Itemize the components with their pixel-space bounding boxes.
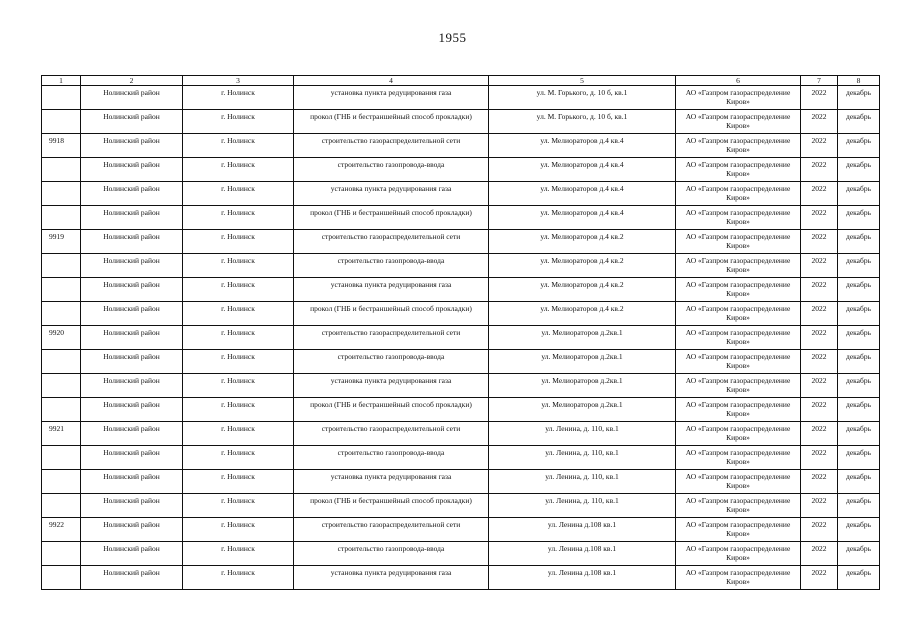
- record-number-cell: 9918: [42, 134, 81, 158]
- district-cell: Нолинский район: [81, 158, 183, 182]
- work-type-cell: прокол (ГНБ и бестраншейный способ прокладки): [294, 494, 489, 518]
- work-type-cell: строительство газопровода-ввода: [294, 158, 489, 182]
- table-body: [42, 86, 880, 590]
- month-cell: декабрь: [838, 446, 880, 470]
- year-cell: 2022: [801, 326, 838, 350]
- organization-cell: АО «Газпром газораспределение Киров»: [676, 542, 801, 566]
- address-cell: ул. Мелиораторов д.2кв.1: [489, 326, 676, 350]
- work-type-cell: установка пункта редуцирования газа: [294, 182, 489, 206]
- table-row: [42, 206, 880, 230]
- settlement-cell: г. Нолинск: [183, 350, 294, 374]
- table-row: [42, 110, 880, 134]
- work-type-cell: строительство газораспределительной сети: [294, 134, 489, 158]
- organization-cell: АО «Газпром газораспределение Киров»: [676, 278, 801, 302]
- address-cell: ул. М. Горького, д. 10 б, кв.1: [489, 86, 676, 110]
- organization-cell: АО «Газпром газораспределение Киров»: [676, 86, 801, 110]
- year-cell: 2022: [801, 278, 838, 302]
- district-cell: Нолинский район: [81, 470, 183, 494]
- year-cell: 2022: [801, 158, 838, 182]
- month-cell: декабрь: [838, 542, 880, 566]
- district-cell: Нолинский район: [81, 518, 183, 542]
- address-cell: ул. Ленина д.108 кв.1: [489, 518, 676, 542]
- record-number-cell: 9921: [42, 422, 81, 446]
- district-cell: Нолинский район: [81, 494, 183, 518]
- column-header: 6: [676, 76, 801, 86]
- address-cell: ул. Мелиораторов д.2кв.1: [489, 398, 676, 422]
- column-header: 2: [81, 76, 183, 86]
- year-cell: 2022: [801, 350, 838, 374]
- year-cell: 2022: [801, 374, 838, 398]
- settlement-cell: г. Нолинск: [183, 326, 294, 350]
- year-cell: 2022: [801, 134, 838, 158]
- record-number-cell: [42, 86, 81, 110]
- settlement-cell: г. Нолинск: [183, 158, 294, 182]
- settlement-cell: г. Нолинск: [183, 374, 294, 398]
- table-row: [42, 422, 880, 446]
- work-type-cell: установка пункта редуцирования газа: [294, 86, 489, 110]
- year-cell: 2022: [801, 542, 838, 566]
- month-cell: декабрь: [838, 134, 880, 158]
- address-cell: ул. Ленина, д. 110, кв.1: [489, 470, 676, 494]
- month-cell: декабрь: [838, 350, 880, 374]
- column-header: 8: [838, 76, 880, 86]
- district-cell: Нолинский район: [81, 110, 183, 134]
- organization-cell: АО «Газпром газораспределение Киров»: [676, 518, 801, 542]
- settlement-cell: г. Нолинск: [183, 542, 294, 566]
- year-cell: 2022: [801, 470, 838, 494]
- work-type-cell: прокол (ГНБ и бестраншейный способ прокладки): [294, 206, 489, 230]
- year-cell: 2022: [801, 566, 838, 590]
- record-number-cell: [42, 350, 81, 374]
- address-cell: ул. Мелиораторов д.4 кв.2: [489, 254, 676, 278]
- record-number-cell: [42, 110, 81, 134]
- address-cell: ул. Ленина, д. 110, кв.1: [489, 446, 676, 470]
- month-cell: декабрь: [838, 374, 880, 398]
- year-cell: 2022: [801, 110, 838, 134]
- year-cell: 2022: [801, 254, 838, 278]
- work-type-cell: строительство газопровода-ввода: [294, 350, 489, 374]
- district-cell: Нолинский район: [81, 230, 183, 254]
- district-cell: Нолинский район: [81, 182, 183, 206]
- work-type-cell: строительство газопровода-ввода: [294, 446, 489, 470]
- address-cell: ул. Мелиораторов д.4 кв.4: [489, 158, 676, 182]
- record-number-cell: [42, 566, 81, 590]
- organization-cell: АО «Газпром газораспределение Киров»: [676, 206, 801, 230]
- address-cell: ул. Мелиораторов д.4 кв.2: [489, 230, 676, 254]
- work-type-cell: строительство газопровода-ввода: [294, 254, 489, 278]
- work-type-cell: прокол (ГНБ и бестраншейный способ прокладки): [294, 302, 489, 326]
- district-cell: Нолинский район: [81, 134, 183, 158]
- month-cell: декабрь: [838, 326, 880, 350]
- year-cell: 2022: [801, 182, 838, 206]
- month-cell: декабрь: [838, 470, 880, 494]
- district-cell: Нолинский район: [81, 446, 183, 470]
- settlement-cell: г. Нолинск: [183, 230, 294, 254]
- month-cell: декабрь: [838, 254, 880, 278]
- address-cell: ул. Мелиораторов д.4 кв.4: [489, 134, 676, 158]
- month-cell: декабрь: [838, 302, 880, 326]
- column-header: 5: [489, 76, 676, 86]
- work-type-cell: строительство газораспределительной сети: [294, 422, 489, 446]
- organization-cell: АО «Газпром газораспределение Киров»: [676, 494, 801, 518]
- record-number-cell: [42, 254, 81, 278]
- record-number-cell: [42, 398, 81, 422]
- organization-cell: АО «Газпром газораспределение Киров»: [676, 134, 801, 158]
- table-row: [42, 182, 880, 206]
- settlement-cell: г. Нолинск: [183, 86, 294, 110]
- district-cell: Нолинский район: [81, 350, 183, 374]
- record-number-cell: [42, 470, 81, 494]
- work-type-cell: строительство газораспределительной сети: [294, 326, 489, 350]
- month-cell: декабрь: [838, 566, 880, 590]
- record-number-cell: [42, 206, 81, 230]
- work-type-cell: строительство газораспределительной сети: [294, 230, 489, 254]
- district-cell: Нолинский район: [81, 398, 183, 422]
- table-row: [42, 326, 880, 350]
- settlement-cell: г. Нолинск: [183, 254, 294, 278]
- record-number-cell: [42, 542, 81, 566]
- table-row: [42, 278, 880, 302]
- record-number-cell: 9922: [42, 518, 81, 542]
- settlement-cell: г. Нолинск: [183, 206, 294, 230]
- year-cell: 2022: [801, 494, 838, 518]
- record-number-cell: [42, 158, 81, 182]
- year-cell: 2022: [801, 86, 838, 110]
- settlement-cell: г. Нолинск: [183, 110, 294, 134]
- record-number-cell: 9919: [42, 230, 81, 254]
- header-row: [42, 76, 880, 86]
- settlement-cell: г. Нолинск: [183, 278, 294, 302]
- month-cell: декабрь: [838, 158, 880, 182]
- record-number-cell: 9920: [42, 326, 81, 350]
- settlement-cell: г. Нолинск: [183, 566, 294, 590]
- table-row: [42, 86, 880, 110]
- table-row: [42, 566, 880, 590]
- table-row: [42, 542, 880, 566]
- address-cell: ул. Мелиораторов д.4 кв.4: [489, 206, 676, 230]
- table-row: [42, 254, 880, 278]
- year-cell: 2022: [801, 206, 838, 230]
- month-cell: декабрь: [838, 230, 880, 254]
- settlement-cell: г. Нолинск: [183, 518, 294, 542]
- district-cell: Нолинский район: [81, 326, 183, 350]
- address-cell: ул. Мелиораторов д.4 кв.2: [489, 278, 676, 302]
- month-cell: декабрь: [838, 110, 880, 134]
- month-cell: декабрь: [838, 278, 880, 302]
- district-cell: Нолинский район: [81, 278, 183, 302]
- record-number-cell: [42, 446, 81, 470]
- column-header: 4: [294, 76, 489, 86]
- month-cell: декабрь: [838, 422, 880, 446]
- table-row: [42, 134, 880, 158]
- year-cell: 2022: [801, 446, 838, 470]
- month-cell: декабрь: [838, 206, 880, 230]
- organization-cell: АО «Газпром газораспределение Киров»: [676, 110, 801, 134]
- year-cell: 2022: [801, 302, 838, 326]
- district-cell: Нолинский район: [81, 542, 183, 566]
- work-type-cell: прокол (ГНБ и бестраншейный способ прокладки): [294, 398, 489, 422]
- table-row: [42, 398, 880, 422]
- organization-cell: АО «Газпром газораспределение Киров»: [676, 182, 801, 206]
- district-cell: Нолинский район: [81, 254, 183, 278]
- settlement-cell: г. Нолинск: [183, 302, 294, 326]
- organization-cell: АО «Газпром газораспределение Киров»: [676, 566, 801, 590]
- table-row: [42, 518, 880, 542]
- month-cell: декабрь: [838, 86, 880, 110]
- year-cell: 2022: [801, 398, 838, 422]
- organization-cell: АО «Газпром газораспределение Киров»: [676, 446, 801, 470]
- settlement-cell: г. Нолинск: [183, 494, 294, 518]
- work-type-cell: установка пункта редуцирования газа: [294, 566, 489, 590]
- organization-cell: АО «Газпром газораспределение Киров»: [676, 350, 801, 374]
- organization-cell: АО «Газпром газораспределение Киров»: [676, 230, 801, 254]
- settlement-cell: г. Нолинск: [183, 422, 294, 446]
- settlement-cell: г. Нолинск: [183, 398, 294, 422]
- column-header: 7: [801, 76, 838, 86]
- organization-cell: АО «Газпром газораспределение Киров»: [676, 422, 801, 446]
- address-cell: ул. Мелиораторов д.4 кв.4: [489, 182, 676, 206]
- table-row: [42, 158, 880, 182]
- address-cell: ул. Ленина, д. 110, кв.1: [489, 422, 676, 446]
- organization-cell: АО «Газпром газораспределение Киров»: [676, 302, 801, 326]
- address-cell: ул. М. Горького, д. 10 б, кв.1: [489, 110, 676, 134]
- district-cell: Нолинский район: [81, 206, 183, 230]
- month-cell: декабрь: [838, 518, 880, 542]
- organization-cell: АО «Газпром газораспределение Киров»: [676, 398, 801, 422]
- settlement-cell: г. Нолинск: [183, 446, 294, 470]
- column-header: 3: [183, 76, 294, 86]
- year-cell: 2022: [801, 230, 838, 254]
- settlement-cell: г. Нолинск: [183, 134, 294, 158]
- organization-cell: АО «Газпром газораспределение Киров»: [676, 254, 801, 278]
- district-cell: Нолинский район: [81, 566, 183, 590]
- record-number-cell: [42, 182, 81, 206]
- organization-cell: АО «Газпром газораспределение Киров»: [676, 470, 801, 494]
- table-row: [42, 494, 880, 518]
- organization-cell: АО «Газпром газораспределение Киров»: [676, 374, 801, 398]
- district-cell: Нолинский район: [81, 86, 183, 110]
- address-cell: ул. Ленина д.108 кв.1: [489, 566, 676, 590]
- address-cell: ул. Ленина, д. 110, кв.1: [489, 494, 676, 518]
- year-cell: 2022: [801, 518, 838, 542]
- organization-cell: АО «Газпром газораспределение Киров»: [676, 326, 801, 350]
- register-table: [41, 75, 880, 590]
- month-cell: декабрь: [838, 182, 880, 206]
- work-type-cell: установка пункта редуцирования газа: [294, 470, 489, 494]
- page-number: 1955: [438, 30, 467, 45]
- table-row: [42, 470, 880, 494]
- table-row: [42, 446, 880, 470]
- column-header: 1: [42, 76, 81, 86]
- table-row: [42, 302, 880, 326]
- address-cell: ул. Ленина д.108 кв.1: [489, 542, 676, 566]
- settlement-cell: г. Нолинск: [183, 182, 294, 206]
- table-row: [42, 230, 880, 254]
- record-number-cell: [42, 494, 81, 518]
- address-cell: ул. Мелиораторов д.2кв.1: [489, 374, 676, 398]
- address-cell: ул. Мелиораторов д.2кв.1: [489, 350, 676, 374]
- month-cell: декабрь: [838, 494, 880, 518]
- work-type-cell: строительство газопровода-ввода: [294, 542, 489, 566]
- address-cell: ул. Мелиораторов д.4 кв.2: [489, 302, 676, 326]
- work-type-cell: установка пункта редуцирования газа: [294, 374, 489, 398]
- table-row: [42, 374, 880, 398]
- district-cell: Нолинский район: [81, 422, 183, 446]
- month-cell: декабрь: [838, 398, 880, 422]
- work-type-cell: строительство газораспределительной сети: [294, 518, 489, 542]
- organization-cell: АО «Газпром газораспределение Киров»: [676, 158, 801, 182]
- settlement-cell: г. Нолинск: [183, 470, 294, 494]
- district-cell: Нолинский район: [81, 302, 183, 326]
- year-cell: 2022: [801, 422, 838, 446]
- district-cell: Нолинский район: [81, 374, 183, 398]
- record-number-cell: [42, 278, 81, 302]
- record-number-cell: [42, 374, 81, 398]
- work-type-cell: установка пункта редуцирования газа: [294, 278, 489, 302]
- table-row: [42, 350, 880, 374]
- work-type-cell: прокол (ГНБ и бестраншейный способ прокладки): [294, 110, 489, 134]
- record-number-cell: [42, 302, 81, 326]
